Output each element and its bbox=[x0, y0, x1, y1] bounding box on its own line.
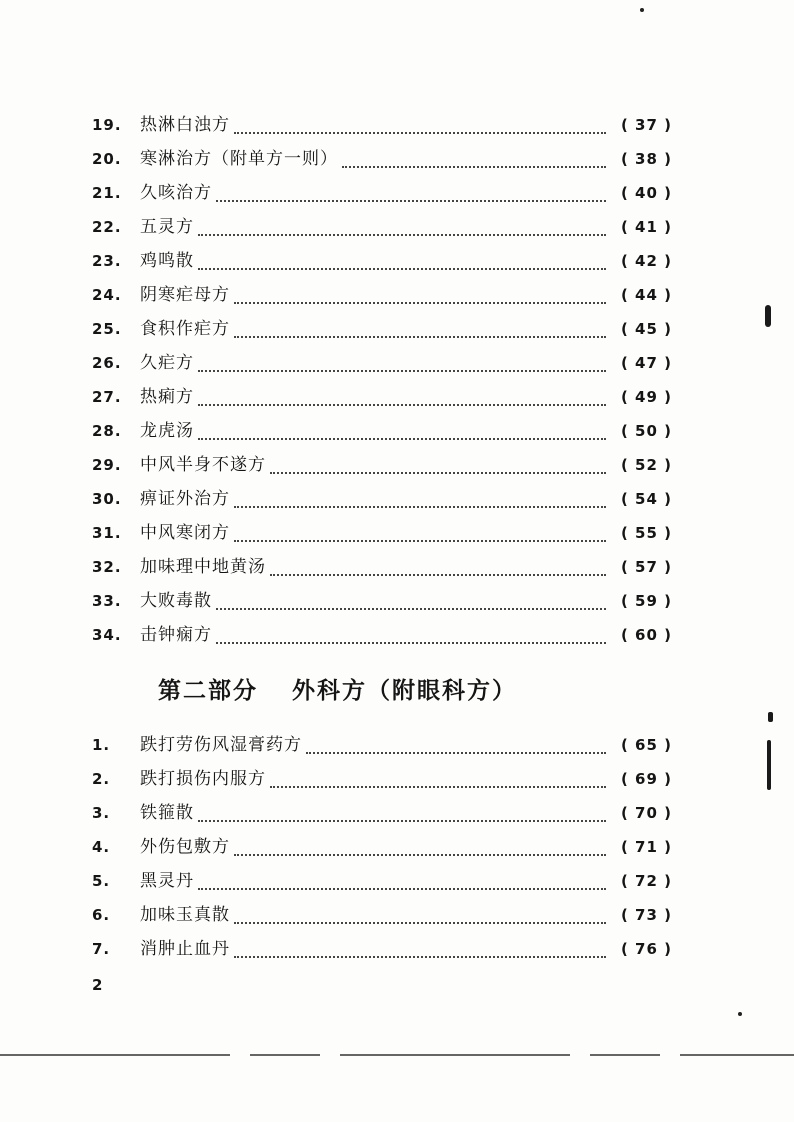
toc-entry-title: 消肿止血丹 bbox=[140, 939, 230, 959]
toc-entry bbox=[92, 799, 672, 833]
toc-list-part-two bbox=[92, 731, 672, 969]
toc-entry bbox=[92, 349, 672, 383]
toc-entry-number: 4. bbox=[92, 838, 111, 856]
scan-speck bbox=[640, 8, 644, 12]
toc-entry-title: 外伤包敷方 bbox=[140, 837, 230, 857]
toc-entry bbox=[92, 901, 672, 935]
dot-leader bbox=[216, 607, 606, 610]
toc-entry-page: ( 38 ) bbox=[620, 150, 672, 168]
dot-leader bbox=[198, 887, 606, 890]
toc-entry-title: 加味玉真散 bbox=[140, 905, 230, 925]
toc-entry bbox=[92, 731, 672, 765]
toc-entry-page: ( 70 ) bbox=[620, 804, 672, 822]
toc-entry-page: ( 37 ) bbox=[620, 116, 672, 134]
toc-entry-title: 中风寒闭方 bbox=[140, 523, 230, 543]
toc-entry-page: ( 57 ) bbox=[620, 558, 672, 576]
toc-entry-title: 痹证外治方 bbox=[140, 489, 230, 509]
dot-leader bbox=[198, 233, 606, 236]
toc-entry-title: 寒淋治方（附单方一则） bbox=[140, 149, 338, 169]
toc-list-part-one bbox=[92, 111, 672, 655]
toc-entry-title: 黑灵丹 bbox=[140, 871, 194, 891]
toc-entry-number: 3. bbox=[92, 804, 111, 822]
dot-leader bbox=[216, 199, 606, 202]
toc-entry-number: 27. bbox=[92, 388, 122, 406]
toc-entry bbox=[92, 383, 672, 417]
toc-entry-page: ( 49 ) bbox=[620, 388, 672, 406]
dot-leader bbox=[306, 751, 606, 754]
toc-entry-page: ( 54 ) bbox=[620, 490, 672, 508]
page-edge-line bbox=[0, 1054, 794, 1056]
toc-entry-title: 大败毒散 bbox=[140, 591, 212, 611]
toc-entry-page: ( 45 ) bbox=[620, 320, 672, 338]
toc-entry-title: 热痢方 bbox=[140, 387, 194, 407]
toc-entry-number: 32. bbox=[92, 558, 122, 576]
toc-entry-page: ( 76 ) bbox=[620, 940, 672, 958]
dot-leader bbox=[198, 369, 606, 372]
toc-entry-page: ( 41 ) bbox=[620, 218, 672, 236]
toc-entry bbox=[92, 417, 672, 451]
toc-entry-number: 5. bbox=[92, 872, 111, 890]
toc-entry-number: 34. bbox=[92, 626, 122, 644]
dot-leader bbox=[234, 505, 606, 508]
toc-entry bbox=[92, 451, 672, 485]
dot-leader bbox=[270, 573, 606, 576]
toc-entry-page: ( 42 ) bbox=[620, 252, 672, 270]
toc-entry-page: ( 47 ) bbox=[620, 354, 672, 372]
toc-entry bbox=[92, 519, 672, 553]
toc-entry-number: 20. bbox=[92, 150, 122, 168]
toc-entry-number: 21. bbox=[92, 184, 122, 202]
dot-leader bbox=[234, 301, 606, 304]
toc-entry-title: 加味理中地黄汤 bbox=[140, 557, 266, 577]
dot-leader bbox=[234, 131, 606, 134]
toc-entry-page: ( 50 ) bbox=[620, 422, 672, 440]
dot-leader bbox=[270, 785, 606, 788]
toc-entry-page: ( 52 ) bbox=[620, 456, 672, 474]
margin-smudge bbox=[767, 740, 771, 790]
dot-leader bbox=[198, 437, 606, 440]
toc-entry-title: 五灵方 bbox=[140, 217, 194, 237]
toc-entry-number: 23. bbox=[92, 252, 122, 270]
toc-entry bbox=[92, 587, 672, 621]
toc-entry-title: 久疟方 bbox=[140, 353, 194, 373]
toc-entry bbox=[92, 179, 672, 213]
toc-entry bbox=[92, 765, 672, 799]
toc-entry-title: 跌打劳伤风湿膏药方 bbox=[140, 735, 302, 755]
dot-leader bbox=[198, 819, 606, 822]
toc-entry-number: 33. bbox=[92, 592, 122, 610]
toc-entry-title: 热淋白浊方 bbox=[140, 115, 230, 135]
toc-entry-title: 击钟痫方 bbox=[140, 625, 212, 645]
scan-speck bbox=[738, 1012, 742, 1016]
toc-entry-number: 22. bbox=[92, 218, 122, 236]
page-number: 2 bbox=[92, 976, 103, 994]
toc-entry-number: 1. bbox=[92, 736, 111, 754]
dot-leader bbox=[234, 955, 606, 958]
toc-entry bbox=[92, 281, 672, 315]
toc-entry-page: ( 69 ) bbox=[620, 770, 672, 788]
toc-entry-number: 26. bbox=[92, 354, 122, 372]
toc-entry-title: 铁箍散 bbox=[140, 803, 194, 823]
toc-entry-page: ( 73 ) bbox=[620, 906, 672, 924]
toc-entry-title: 龙虎汤 bbox=[140, 421, 194, 441]
toc-entry bbox=[92, 485, 672, 519]
dot-leader bbox=[216, 641, 606, 644]
toc-entry-number: 19. bbox=[92, 116, 122, 134]
toc-entry-number: 7. bbox=[92, 940, 111, 958]
toc-entry-number: 6. bbox=[92, 906, 111, 924]
section-heading-part: 第二部分 bbox=[158, 677, 258, 704]
toc-entry bbox=[92, 621, 672, 655]
toc-entry-page: ( 59 ) bbox=[620, 592, 672, 610]
toc-entry-page: ( 60 ) bbox=[620, 626, 672, 644]
toc-entry bbox=[92, 867, 672, 901]
toc-entry-title: 中风半身不遂方 bbox=[140, 455, 266, 475]
toc-entry bbox=[92, 833, 672, 867]
toc-entry-number: 28. bbox=[92, 422, 122, 440]
margin-smudge bbox=[765, 305, 771, 327]
toc-entry-page: ( 40 ) bbox=[620, 184, 672, 202]
section-heading bbox=[158, 672, 517, 705]
toc-entry-page: ( 55 ) bbox=[620, 524, 672, 542]
toc-entry-title: 久咳治方 bbox=[140, 183, 212, 203]
toc-entry bbox=[92, 213, 672, 247]
dot-leader bbox=[234, 335, 606, 338]
dot-leader bbox=[234, 853, 606, 856]
toc-entry bbox=[92, 145, 672, 179]
dot-leader bbox=[270, 471, 606, 474]
toc-entry-title: 食积作疟方 bbox=[140, 319, 230, 339]
toc-entry bbox=[92, 247, 672, 281]
dot-leader bbox=[234, 921, 606, 924]
toc-entry-title: 跌打损伤内服方 bbox=[140, 769, 266, 789]
toc-entry-page: ( 65 ) bbox=[620, 736, 672, 754]
toc-entry-title: 阴寒疟母方 bbox=[140, 285, 230, 305]
toc-entry-page: ( 72 ) bbox=[620, 872, 672, 890]
toc-entry bbox=[92, 553, 672, 587]
toc-entry-title: 鸡鸣散 bbox=[140, 251, 194, 271]
toc-entry-page: ( 71 ) bbox=[620, 838, 672, 856]
toc-entry-number: 30. bbox=[92, 490, 122, 508]
toc-entry bbox=[92, 935, 672, 969]
section-heading-title: 外科方（附眼科方） bbox=[292, 677, 517, 704]
dot-leader bbox=[198, 403, 606, 406]
margin-smudge bbox=[768, 712, 773, 722]
toc-entry-number: 25. bbox=[92, 320, 122, 338]
toc-entry-page: ( 44 ) bbox=[620, 286, 672, 304]
toc-entry-number: 2. bbox=[92, 770, 111, 788]
toc-entry-number: 24. bbox=[92, 286, 122, 304]
toc-entry-number: 29. bbox=[92, 456, 122, 474]
toc-entry bbox=[92, 315, 672, 349]
dot-leader bbox=[234, 539, 606, 542]
toc-entry bbox=[92, 111, 672, 145]
dot-leader bbox=[198, 267, 606, 270]
dot-leader bbox=[342, 165, 606, 168]
toc-entry-number: 31. bbox=[92, 524, 122, 542]
